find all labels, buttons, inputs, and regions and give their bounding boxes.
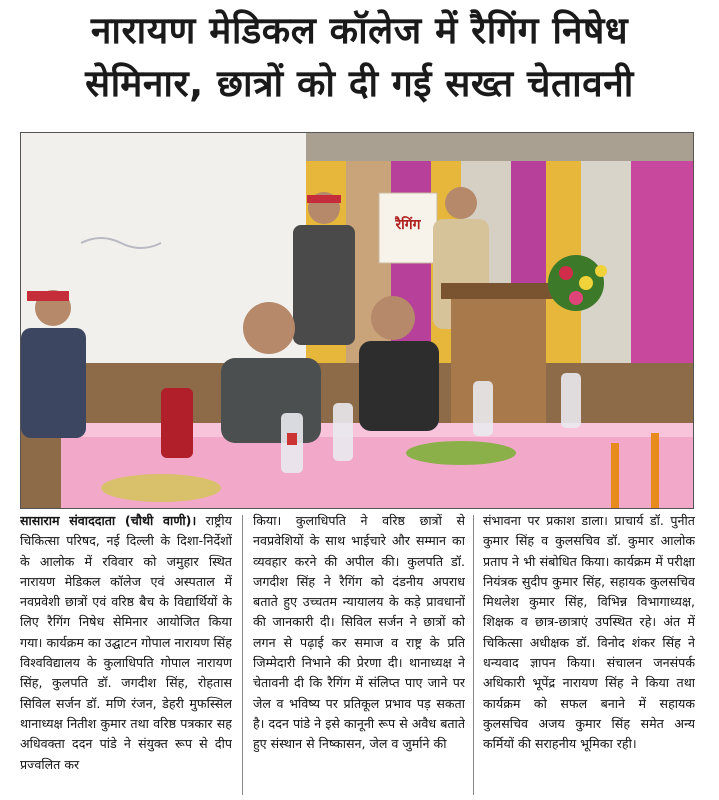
banner-text: रैगिंग <box>395 217 421 233</box>
news-photo <box>20 132 694 509</box>
column-divider <box>473 515 474 795</box>
article-column-1 <box>20 511 232 798</box>
article-column-3 <box>483 511 695 798</box>
article-column-2 <box>253 511 465 798</box>
dateline: सासाराम संवाददाता (चौथी वाणी)। <box>20 513 197 528</box>
headline-line-1: नारायण मेडिकल कॉलेज में रैगिंग निषेध <box>90 9 629 52</box>
column-2-text: किया। कुलाधिपति ने वरिष्ठ छात्रों से नवप्रवेशियों के साथ भाईचारे और सम्मान का व्यवहार करने की अपील की। कुलपति डॉ. जगदीश सिंह ने रैगिंग को दंडनीय अपराध बताते हुए उच्चतम न्यायालय के कड़े प्रावधानों की जानकारी दी। सिविल सर्जन ने छात्रों को लगन से पढ़ाई कर समाज व राष्ट्र के प्रति जिम्मेदारी निभाने की प्रेरणा दी। थानाध्यक्ष ने चेतावनी दी कि रैगिंग में संलिप्त पाए जाने पर जेल व भविष्य पर प्रतिकूल प्रभाव पड़ सकता है। ददन पांडे ने इसे कानूनी रूप से अवैध बताते हुए संस्थान से निष्कासन, जेल व जुर्माने की <box>253 513 465 752</box>
headline <box>0 4 719 110</box>
seminar-photo-illustration <box>21 133 693 508</box>
headline-line-2: सेमिनार, छात्रों को दी गई सख्त चेतावनी <box>85 62 634 105</box>
column-divider <box>242 515 243 795</box>
article-body <box>20 511 695 798</box>
column-1-text: राष्ट्रीय चिकित्सा परिषद, नई दिल्ली के दिशा-निर्देशों के आलोक में रविवार को जमुहार स्थित नारायण मेडिकल कॉलेज एवं अस्पताल में नवप्रवेशी छात्रों एवं वरिष्ठ बैच के विद्यार्थियों के लिए रैगिंग निषेध सेमिनार आयोजित किया गया। कार्यक्रम का उद्घाटन गोपाल नारायण सिंह विश्वविद्यालय के कुलाधिपति गोपाल नारायण सिंह, कुलपति डॉ. जगदीश सिंह, रोहतास सिविल सर्जन डॉ. मणि रंजन, डेहरी मुफस्सिल थानाध्यक्ष नितीश कुमार तथा वरिष्ठ पत्रकार सह अधिवक्ता ददन पांडे ने संयुक्त रूप से दीप प्रज्वलित कर <box>20 513 232 772</box>
column-3-text: संभावना पर प्रकाश डाला। प्राचार्य डॉ. पुनीत कुमार सिंह व कुलसचिव डॉ. कुमार आलोक प्रताप ने भी संबोधित किया। कार्यक्रम में परीक्षा नियंत्रक सुदीप कुमार सिंह, सहायक कुलसचिव मिथलेश कुमार सिंह, विभिन्न विभागाध्यक्ष, शिक्षक व छात्र-छात्राएं उपस्थित रहे। अंत में चिकित्सा अधीक्षक डॉ. विनोद शंकर सिंह ने धन्यवाद ज्ञापन किया। संचालन जनसंपर्क अधिकारी भूपेंद्र नारायण सिंह ने किया तथा कार्यक्रम को सफल बनाने में सहायक कुलसचिव अजय कुमार सिंह समेत अन्य कर्मियों की सराहनीय भूमिका रही। <box>483 513 695 752</box>
